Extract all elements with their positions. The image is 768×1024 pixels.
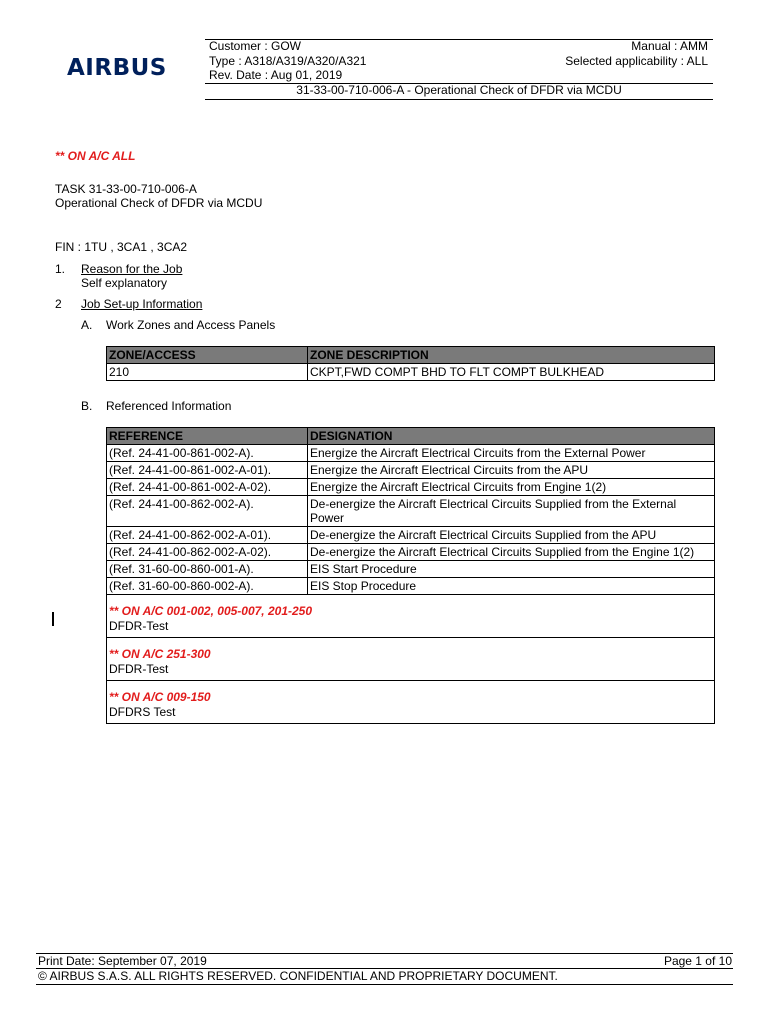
effectivity-block (106, 681, 715, 724)
effectivity-text: DFDR-Test (109, 619, 169, 633)
designation-cell: EIS Stop Procedure (308, 578, 715, 595)
table-row (107, 445, 715, 462)
header-customer: Customer : GOW (209, 39, 302, 53)
header-rev-date: Rev. Date : Aug 01, 2019 (209, 68, 343, 82)
effectivity-label: ** ON A/C 251-300 (109, 647, 211, 661)
sub-a-title: Work Zones and Access Panels (106, 318, 276, 332)
ref-header-designation: DESIGNATION (308, 428, 715, 445)
ref-cell: (Ref. 24-41-00-862-002-A). (107, 496, 308, 527)
table-row (107, 462, 715, 479)
ref-header-reference: REFERENCE (107, 428, 308, 445)
effectivity-text: DFDR-Test (109, 662, 169, 676)
ref-cell: (Ref. 24-41-00-861-002-A-01). (107, 462, 308, 479)
ref-cell: (Ref. 24-41-00-862-002-A-01). (107, 527, 308, 544)
ref-cell: (Ref. 24-41-00-862-002-A-02). (107, 544, 308, 561)
task-name: Operational Check of DFDR via MCDU (55, 196, 263, 210)
table-row (107, 561, 715, 578)
sub-a-letter: A. (81, 318, 93, 332)
copyright-notice: © AIRBUS S.A.S. ALL RIGHTS RESERVED. CONFIDENTIAL AND PROPRIETARY DOCUMENT. (38, 969, 558, 983)
table-row (107, 527, 715, 544)
zone-header-access: ZONE/ACCESS (107, 347, 308, 364)
section-1-number: 1. (55, 262, 66, 276)
effectivity-label: ** ON A/C 009-150 (109, 690, 211, 704)
page-number: Page 1 of 10 (663, 954, 732, 968)
effectivity-all: ** ON A/C ALL (55, 149, 136, 163)
zone-cell-description: CKPT,FWD COMPT BHD TO FLT COMPT BULKHEAD (308, 364, 715, 381)
effectivity-block (106, 638, 715, 681)
zone-header-description: ZONE DESCRIPTION (308, 347, 715, 364)
ref-cell: (Ref. 24-41-00-861-002-A-02). (107, 479, 308, 496)
section-2-title: Job Set-up Information (81, 297, 203, 311)
effectivity-block (106, 595, 715, 638)
zone-table (106, 346, 715, 381)
reference-table-header (107, 428, 715, 445)
designation-cell: Energize the Aircraft Electrical Circuits from the APU (308, 462, 715, 479)
effectivity-label: ** ON A/C 001-002, 005-007, 201-250 (109, 604, 313, 618)
designation-cell: Energize the Aircraft Electrical Circuits from the External Power (308, 445, 715, 462)
table-row (107, 364, 715, 381)
ref-cell: (Ref. 31-60-00-860-002-A). (107, 578, 308, 595)
header-type: Type : A318/A319/A320/A321 (209, 54, 367, 68)
zone-table-header (107, 347, 715, 364)
zone-cell-access: 210 (107, 364, 308, 381)
effectivity-text: DFDRS Test (109, 705, 176, 719)
section-1-text: Self explanatory (81, 276, 168, 290)
airbus-logo: AIRBUS (67, 55, 167, 81)
print-date: Print Date: September 07, 2019 (38, 954, 207, 968)
reference-table (106, 427, 715, 595)
designation-cell: De-energize the Aircraft Electrical Circuits Supplied from the APU (308, 527, 715, 544)
designation-cell: EIS Start Procedure (308, 561, 715, 578)
sub-b-letter: B. (81, 399, 93, 413)
footer-bottom-rule (36, 984, 733, 985)
designation-cell: De-energize the Aircraft Electrical Circuits Supplied from the Engine 1(2) (308, 544, 715, 561)
table-row (107, 578, 715, 595)
header-task-title: 31-33-00-710-006-A - Operational Check of DFDR via MCDU (296, 83, 622, 97)
fin-line: FIN : 1TU , 3CA1 , 3CA2 (55, 240, 188, 254)
ref-cell: (Ref. 24-41-00-861-002-A). (107, 445, 308, 462)
ref-cell: (Ref. 31-60-00-860-001-A). (107, 561, 308, 578)
table-row (107, 544, 715, 561)
table-row (107, 496, 715, 527)
header-manual: Manual : AMM (631, 39, 708, 53)
section-2-number: 2 (55, 297, 62, 311)
sub-b-title: Referenced Information (106, 399, 232, 413)
section-1-title: Reason for the Job (81, 262, 183, 276)
header-bottom-rule (205, 99, 713, 100)
header-applicability: Selected applicability : ALL (565, 54, 708, 68)
table-row (107, 479, 715, 496)
revision-change-bar (52, 612, 54, 626)
designation-cell: De-energize the Aircraft Electrical Circuits Supplied from the External Power (308, 496, 715, 527)
task-id: TASK 31-33-00-710-006-A (55, 182, 197, 196)
designation-cell: Energize the Aircraft Electrical Circuits from Engine 1(2) (308, 479, 715, 496)
reference-section (106, 427, 715, 724)
